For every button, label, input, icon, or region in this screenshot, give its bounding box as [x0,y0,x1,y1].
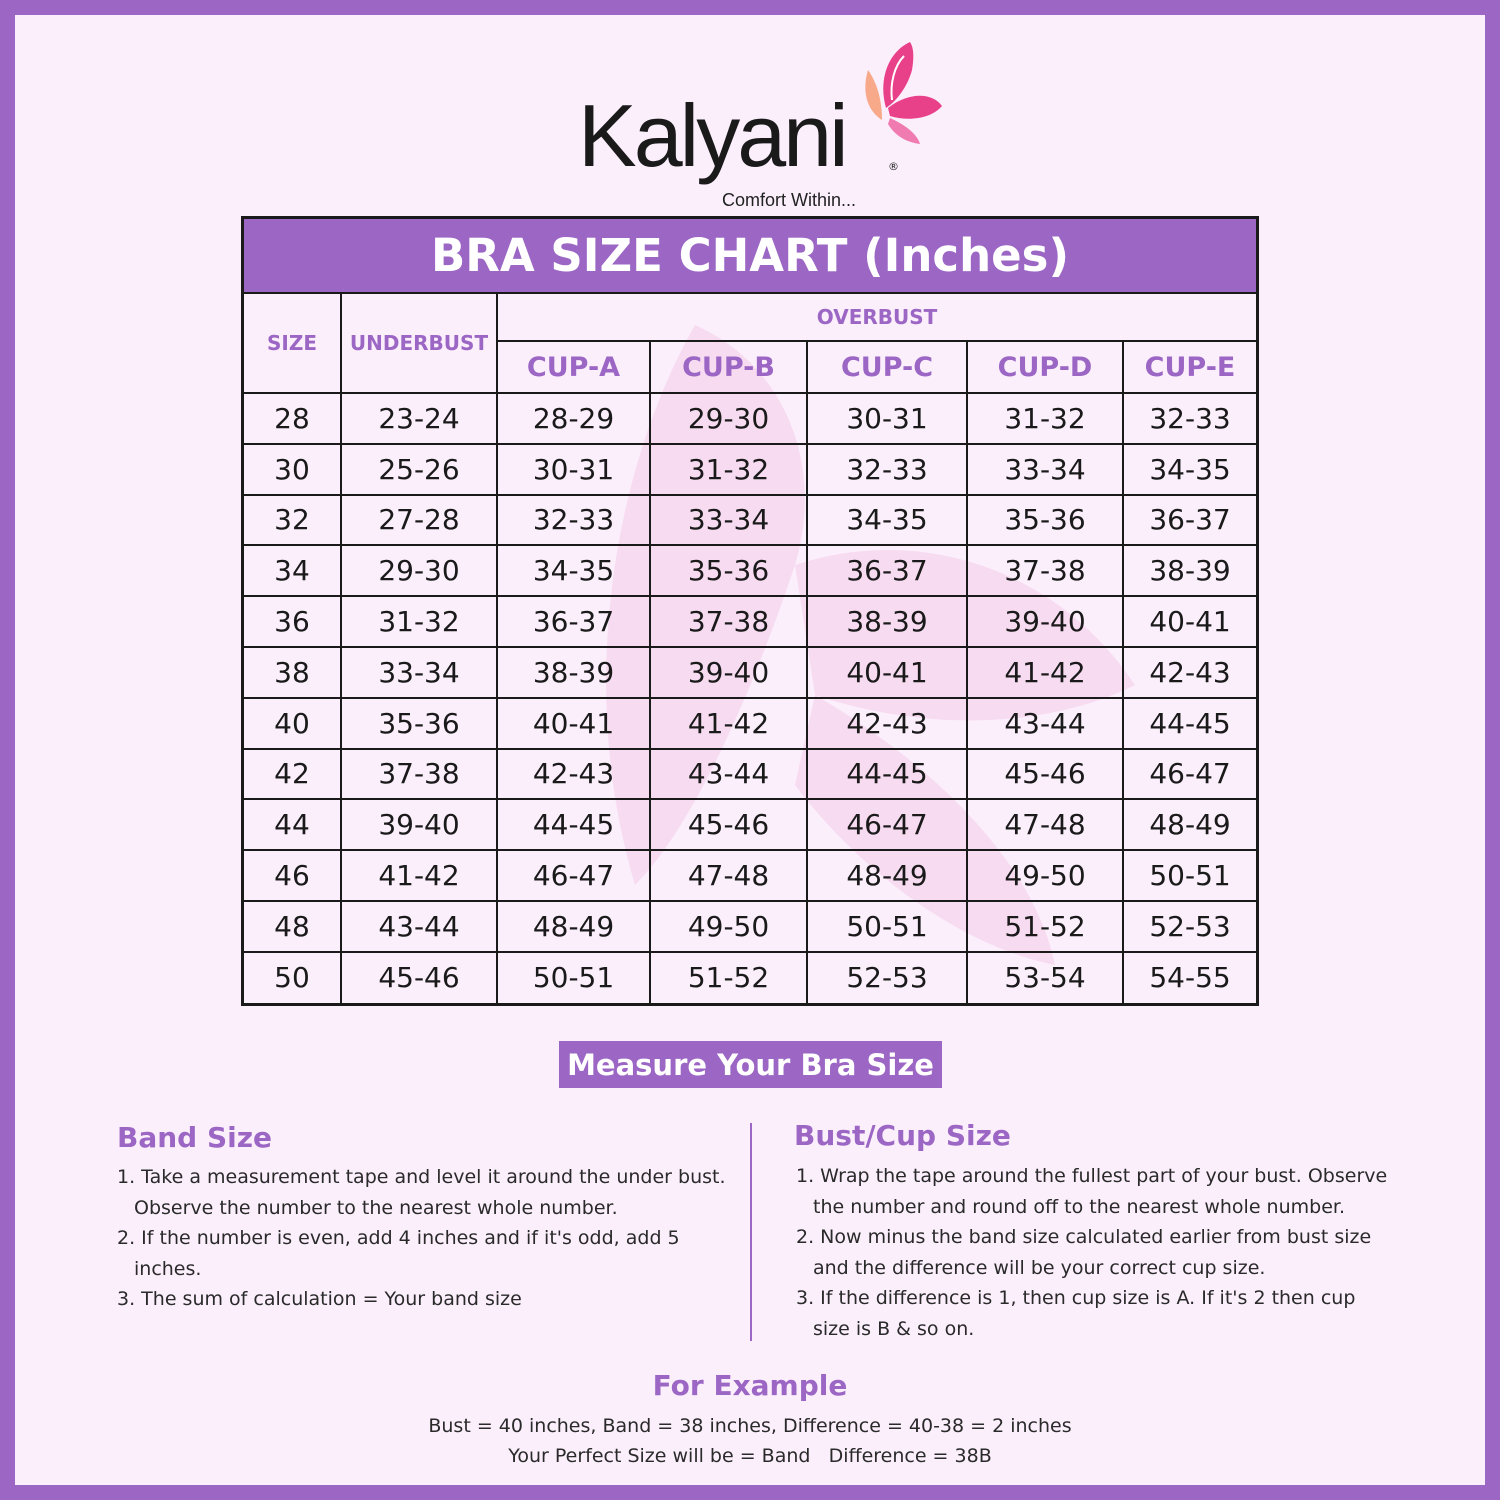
table-row [244,952,1256,1003]
table-cell: 43-44 [341,901,497,952]
table-cell: 32-33 [497,495,650,546]
table-row [244,749,1256,800]
chart-title: BRA SIZE CHART (Inches) [244,219,1256,294]
table-cell: 37-38 [650,596,807,647]
table-cell: 51-52 [650,952,807,1003]
table-cell: 34 [244,545,341,596]
table-cell: 36-37 [807,545,967,596]
table-cell: 38-39 [497,647,650,698]
example-title: For Example [652,1369,848,1402]
table-cell: 47-48 [650,850,807,901]
example-line-2: Your Perfect Size will be = Band Difference = 38B [508,1445,992,1467]
table-cell: 32-33 [807,444,967,495]
table-cell: 41-42 [967,647,1123,698]
header-underbust: UNDERBUST [341,294,497,393]
header-cup-a: CUP-A [497,341,650,393]
table-cell: 31-32 [967,393,1123,444]
table-row [244,444,1256,495]
table-cell: 47-48 [967,799,1123,850]
table-cell: 30-31 [497,444,650,495]
table-cell: 42 [244,749,341,800]
table-cell: 37-38 [341,749,497,800]
table-cell: 32-33 [1123,393,1256,444]
table-cell: 37-38 [967,545,1123,596]
table-cell: 35-36 [650,545,807,596]
table-cell: 28-29 [497,393,650,444]
brand-name: Kalyani [578,86,846,185]
table-cell: 54-55 [1123,952,1256,1003]
table-cell: 44-45 [497,799,650,850]
table-cell: 48-49 [497,901,650,952]
table-row [244,596,1256,647]
table-cell: 33-34 [341,647,497,698]
table-cell: 48-49 [807,850,967,901]
header-cup-c: CUP-C [807,341,967,393]
table-cell: 36-37 [1123,495,1256,546]
table-cell: 31-32 [650,444,807,495]
size-chart [241,216,1259,1006]
table-cell: 36 [244,596,341,647]
table-cell: 35-36 [341,698,497,749]
band-step-1: 1. Take a measurement tape and level it around the under bust. Observe the number to the nearest whole number. [117,1166,726,1219]
table-cell: 49-50 [650,901,807,952]
table-cell: 40-41 [1123,596,1256,647]
cup-size-title: Bust/Cup Size [794,1119,1011,1152]
table-cell: 45-46 [341,952,497,1003]
table-cell: 23-24 [341,393,497,444]
table-cell: 50-51 [807,901,967,952]
table-cell: 44-45 [807,749,967,800]
registered-mark: ® [888,160,899,173]
table-cell: 50-51 [1123,850,1256,901]
table-cell: 34-35 [807,495,967,546]
table-cell: 48-49 [1123,799,1256,850]
band-step-2: 2. If the number is even, add 4 inches and if it's odd, add 5 inches. [117,1227,680,1280]
page [15,15,1485,1485]
cup-size-steps [796,1161,1396,1344]
table-cell: 45-46 [650,799,807,850]
cup-step-2: 2. Now minus the band size calculated earlier from bust size and the difference will be your correct cup size. [796,1226,1372,1279]
table-cell: 46-47 [1123,749,1256,800]
table-cell: 42-43 [1123,647,1256,698]
header-cup-b: CUP-B [650,341,807,393]
band-size-steps [117,1162,737,1315]
column-divider [750,1123,752,1341]
table-cell: 39-40 [341,799,497,850]
table-cell: 39-40 [650,647,807,698]
table-cell: 34-35 [497,545,650,596]
cup-step-1: 1. Wrap the tape around the fullest part of your bust. Observe the number and round off to the nearest whole number. [796,1165,1388,1218]
band-size-title: Band Size [117,1121,273,1154]
table-row [244,545,1256,596]
table-cell: 38-39 [1123,545,1256,596]
table-cell: 50 [244,952,341,1003]
table-cell: 52-53 [1123,901,1256,952]
table-cell: 53-54 [967,952,1123,1003]
table-cell: 40 [244,698,341,749]
size-table-body [244,393,1256,1003]
table-row [244,647,1256,698]
brand-logo [560,40,960,215]
table-cell: 32 [244,495,341,546]
table-cell: 31-32 [341,596,497,647]
table-cell: 42-43 [497,749,650,800]
cup-step-3: 3. If the difference is 1, then cup size is A. If it's 2 then cup size is B & so on. [796,1287,1356,1340]
table-cell: 38-39 [807,596,967,647]
table-row [244,495,1256,546]
size-table [244,294,1256,1003]
table-cell: 33-34 [650,495,807,546]
header-cup-e: CUP-E [1123,341,1256,393]
header-overbust: OVERBUST [497,294,1256,341]
brand-tagline: Comfort Within... [722,190,857,210]
table-cell: 29-30 [341,545,497,596]
table-cell: 48 [244,901,341,952]
table-cell: 44-45 [1123,698,1256,749]
example-line-1: Bust = 40 inches, Band = 38 inches, Difference = 40-38 = 2 inches [428,1415,1072,1437]
band-step-3: 3. The sum of calculation = Your band size [117,1288,522,1310]
table-cell: 28 [244,393,341,444]
table-cell: 33-34 [967,444,1123,495]
table-cell: 42-43 [807,698,967,749]
table-cell: 52-53 [807,952,967,1003]
table-row [244,393,1256,444]
table-row [244,799,1256,850]
table-cell: 39-40 [967,596,1123,647]
table-cell: 38 [244,647,341,698]
table-cell: 41-42 [341,850,497,901]
table-row [244,850,1256,901]
table-row [244,901,1256,952]
table-cell: 44 [244,799,341,850]
table-cell: 46-47 [497,850,650,901]
table-cell: 40-41 [497,698,650,749]
table-cell: 46 [244,850,341,901]
table-cell: 25-26 [341,444,497,495]
butterfly-icon [848,40,948,145]
table-cell: 51-52 [967,901,1123,952]
header-cup-d: CUP-D [967,341,1123,393]
table-cell: 41-42 [650,698,807,749]
table-cell: 40-41 [807,647,967,698]
table-cell: 45-46 [967,749,1123,800]
table-cell: 27-28 [341,495,497,546]
table-cell: 29-30 [650,393,807,444]
table-row [244,698,1256,749]
table-cell: 36-37 [497,596,650,647]
table-cell: 30-31 [807,393,967,444]
table-cell: 50-51 [497,952,650,1003]
table-cell: 49-50 [967,850,1123,901]
table-cell: 30 [244,444,341,495]
measure-banner: Measure Your Bra Size [559,1041,942,1088]
table-cell: 43-44 [650,749,807,800]
table-cell: 34-35 [1123,444,1256,495]
table-cell: 35-36 [967,495,1123,546]
header-size: SIZE [244,294,341,393]
table-cell: 43-44 [967,698,1123,749]
table-cell: 46-47 [807,799,967,850]
